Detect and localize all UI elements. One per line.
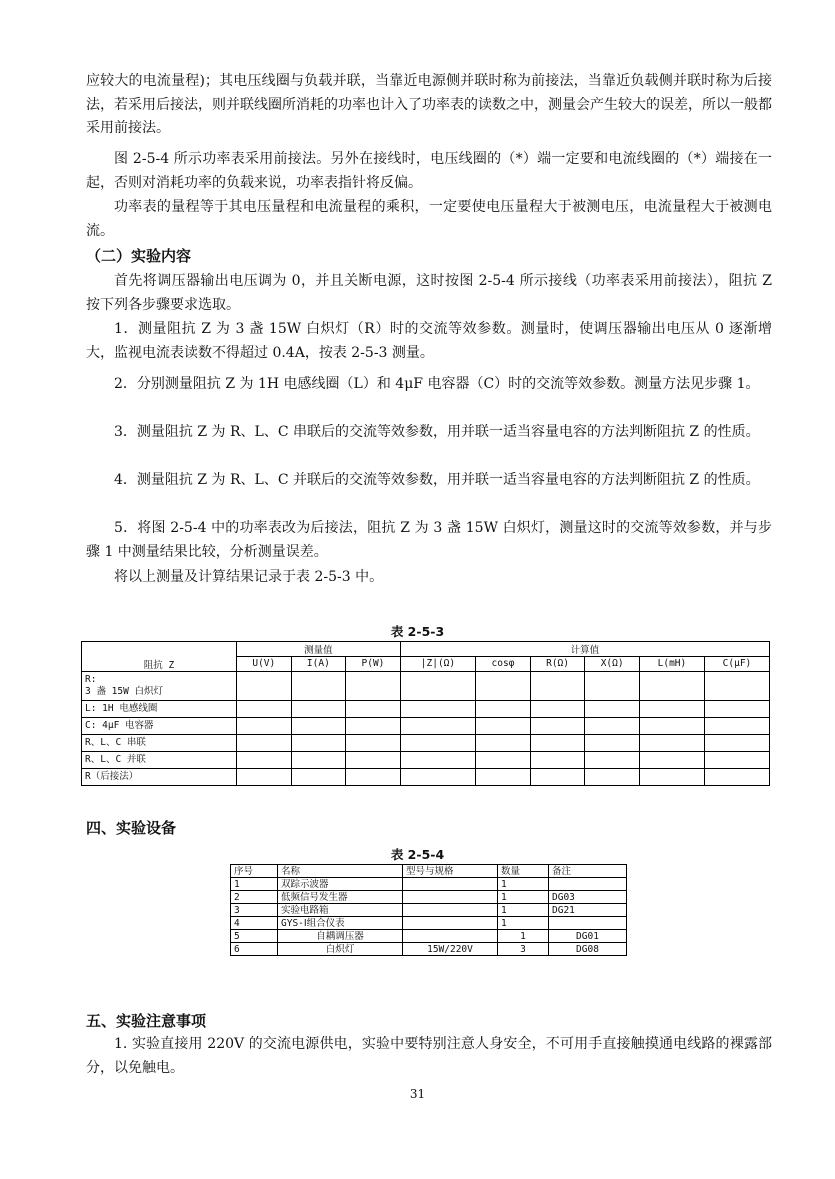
cell: 1 bbox=[498, 891, 549, 904]
header-calculated-group: 计算值 bbox=[400, 642, 769, 657]
table-2-5-3-caption: 表 2-5-3 bbox=[390, 624, 445, 639]
cell: DG03 bbox=[549, 891, 627, 904]
header-col: 备注 bbox=[549, 865, 627, 878]
table-row bbox=[231, 917, 627, 930]
step-5: 5．将图 2-5-4 中的功率表改为后接法，阻抗 Z 为 3 盏 15W 白炽灯，测量这时的交流等效参数，并与步骤 1 中测量结果比较，分析测量误差。 bbox=[86, 520, 772, 560]
row-label: R: bbox=[85, 673, 97, 685]
cell bbox=[549, 878, 627, 891]
row-label: R、L、C 串联 bbox=[82, 734, 237, 751]
row-label: C: 4μF 电容器 bbox=[82, 717, 237, 734]
row-label: L: 1H 电感线圈 bbox=[82, 700, 237, 717]
header-col: L(mH) bbox=[639, 657, 704, 672]
header-col: 数量 bbox=[498, 865, 549, 878]
cell: 2 bbox=[231, 891, 278, 904]
table-row bbox=[82, 671, 770, 700]
section-heading-precautions: 五、实验注意事项 bbox=[86, 1012, 207, 1030]
header-col: R(Ω) bbox=[530, 657, 585, 672]
table-row bbox=[82, 700, 770, 717]
header-col: I(A) bbox=[291, 657, 346, 672]
cell: 低频信号发生器 bbox=[278, 891, 403, 904]
cell: 白炽灯 bbox=[278, 943, 403, 956]
cell: 1 bbox=[498, 878, 549, 891]
content-paragraph-intro: 首先将调压器输出电压调为 0，并且关断电源，这时按图 2-5-4 所示接线（功率表采用前接法），阻抗 Z 按下列各步骤要求选取。 bbox=[86, 273, 772, 313]
row-label: R、L、C 并联 bbox=[82, 751, 237, 768]
cell bbox=[403, 878, 498, 891]
step-4: 4．测量阻抗 Z 为 R、L、C 并联后的交流等效参数，用并联一适当容量电容的方法判断阻抗 Z 的性质。 bbox=[114, 472, 760, 488]
cell bbox=[403, 930, 498, 943]
header-col: U(V) bbox=[237, 657, 292, 672]
cell: 1 bbox=[231, 878, 278, 891]
cell bbox=[403, 904, 498, 917]
header-col: C(μF) bbox=[704, 657, 769, 672]
cell: 15W/220V bbox=[403, 943, 498, 956]
table-row bbox=[82, 751, 770, 768]
intro-paragraph-3: 功率表的量程等于其电压量程和电流量程的乘积，一定要使电压量程大于被测电压，电流量程大于被测电流。 bbox=[86, 199, 772, 239]
table-row bbox=[231, 943, 627, 956]
cell: 3 bbox=[498, 943, 549, 956]
precaution-1: 1. 实验直接用 220V 的交流电源供电，实验中要特别注意人身安全，不可用手直接触摸通电线路的裸露部分，以免触电。 bbox=[86, 1036, 772, 1076]
cell: 1 bbox=[498, 904, 549, 917]
header-col: 名称 bbox=[278, 865, 403, 878]
table-row bbox=[82, 717, 770, 734]
header-impedance: 阻抗 Z bbox=[82, 657, 237, 672]
measurement-table bbox=[81, 641, 770, 786]
section-heading-experiment-content: （二）实验内容 bbox=[86, 247, 192, 265]
cell: 1 bbox=[498, 930, 549, 943]
cell: 1 bbox=[498, 917, 549, 930]
cell bbox=[549, 917, 627, 930]
header-col: cosφ bbox=[476, 657, 531, 672]
header-col: P(W) bbox=[346, 657, 401, 672]
page-number: 31 bbox=[409, 1087, 426, 1101]
equipment-table bbox=[230, 864, 627, 956]
header-col: 序号 bbox=[231, 865, 278, 878]
cell: 4 bbox=[231, 917, 278, 930]
row-label: 3 盏 15W 白炽灯 bbox=[85, 685, 164, 697]
table-row bbox=[82, 768, 770, 785]
cell: 3 bbox=[231, 904, 278, 917]
table-row bbox=[231, 878, 627, 891]
cell: 双踪示波器 bbox=[278, 878, 403, 891]
step-1: 1．测量阻抗 Z 为 3 盏 15W 白炽灯（R）时的交流等效参数。测量时，使调压器输出电压从 0 逐渐增大，监视电流表读数不得超过 0.4A，按表 2-5-3 测量。 bbox=[86, 321, 772, 361]
intro-paragraph-1: 应较大的电流量程)；其电压线圈与负载并联，当靠近电源侧并联时称为前接法，当靠近负载侧并联时称为后接法，若采用后接法，则并联线圈所消耗的功率也计入了功率表的读数之中，测量会产生较大的误差，所以一般都采用前接法。 bbox=[86, 73, 772, 136]
cell bbox=[403, 917, 498, 930]
table-2-5-4-caption: 表 2-5-4 bbox=[390, 847, 445, 862]
header-col: 型号与规格 bbox=[403, 865, 498, 878]
cell: DG01 bbox=[549, 930, 627, 943]
intro-paragraph-2: 图 2-5-4 所示功率表采用前接法。另外在接线时，电压线圈的（*）端一定要和电流线圈的（*）端接在一起，否则对消耗功率的负载来说，功率表指针将反偏。 bbox=[86, 151, 772, 191]
header-col: X(Ω) bbox=[585, 657, 640, 672]
section-heading-equipment: 四、实验设备 bbox=[86, 819, 177, 837]
step-3: 3．测量阻抗 Z 为 R、L、C 串联后的交流等效参数，用并联一适当容量电容的方法判断阻抗 Z 的性质。 bbox=[114, 424, 760, 440]
header-measured-group: 测量值 bbox=[237, 642, 401, 657]
table-row bbox=[82, 734, 770, 751]
cell bbox=[403, 891, 498, 904]
table-row bbox=[231, 891, 627, 904]
table-row bbox=[231, 904, 627, 917]
row-label: R（后接法） bbox=[82, 768, 237, 785]
cell: 自耦调压器 bbox=[278, 930, 403, 943]
cell: GYS-Ⅰ组合仪表 bbox=[278, 917, 403, 930]
table-row bbox=[231, 930, 627, 943]
closing-paragraph: 将以上测量及计算结果记录于表 2-5-3 中。 bbox=[114, 569, 384, 585]
header-col: |Z|(Ω) bbox=[400, 657, 475, 672]
cell: DG08 bbox=[549, 943, 627, 956]
cell: 5 bbox=[231, 930, 278, 943]
cell: 实验电路箱 bbox=[278, 904, 403, 917]
cell: 6 bbox=[231, 943, 278, 956]
step-2: 2．分别测量阻抗 Z 为 1H 电感线圈（L）和 4μF 电容器（C）时的交流等效参数。测量方法见步骤 1。 bbox=[114, 376, 760, 392]
cell: DG21 bbox=[549, 904, 627, 917]
